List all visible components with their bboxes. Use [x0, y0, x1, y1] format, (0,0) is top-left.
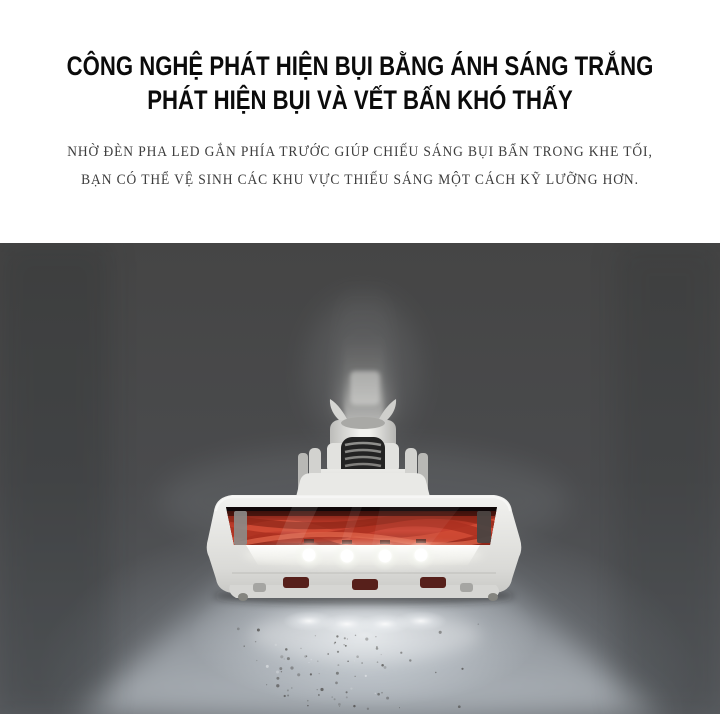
headline-line-1: CÔNG NGHỆ PHÁT HIỆN BỤI BẰNG ÁNH SÁNG TRẮNG — [66, 51, 654, 81]
led-light — [370, 541, 400, 571]
subtitle-line-1: NHỜ ĐÈN PHA LED GẮN PHÍA TRƯỚC GIÚP CHIẾU SÁNG BỤI BẨN TRONG KHE TỐI, — [67, 144, 653, 160]
brush-roller-window — [224, 507, 500, 547]
vacuum-wand — [338, 281, 390, 427]
banner-header — [0, 0, 720, 243]
headline — [65, 49, 655, 117]
subtitle-line-2: BẠN CÓ THỂ VỆ SINH CÁC KHU VỰC THIẾU SÁNG MỘT CÁCH KỸ LƯỠNG HƠN. — [81, 171, 639, 188]
headline-line-2: PHÁT HIỆN BỤI VÀ VẾT BẤN KHÓ THẤY — [147, 85, 573, 115]
subtitle — [36, 139, 684, 194]
red-brush-roller — [224, 507, 500, 547]
led-light — [294, 540, 324, 570]
left-vignette — [0, 243, 110, 714]
led-light — [332, 541, 362, 571]
vacuum-head-scene — [0, 243, 720, 714]
product-photo — [0, 243, 720, 714]
right-vignette — [616, 243, 720, 714]
floor-light-pools — [250, 609, 480, 661]
led-light — [406, 540, 436, 570]
